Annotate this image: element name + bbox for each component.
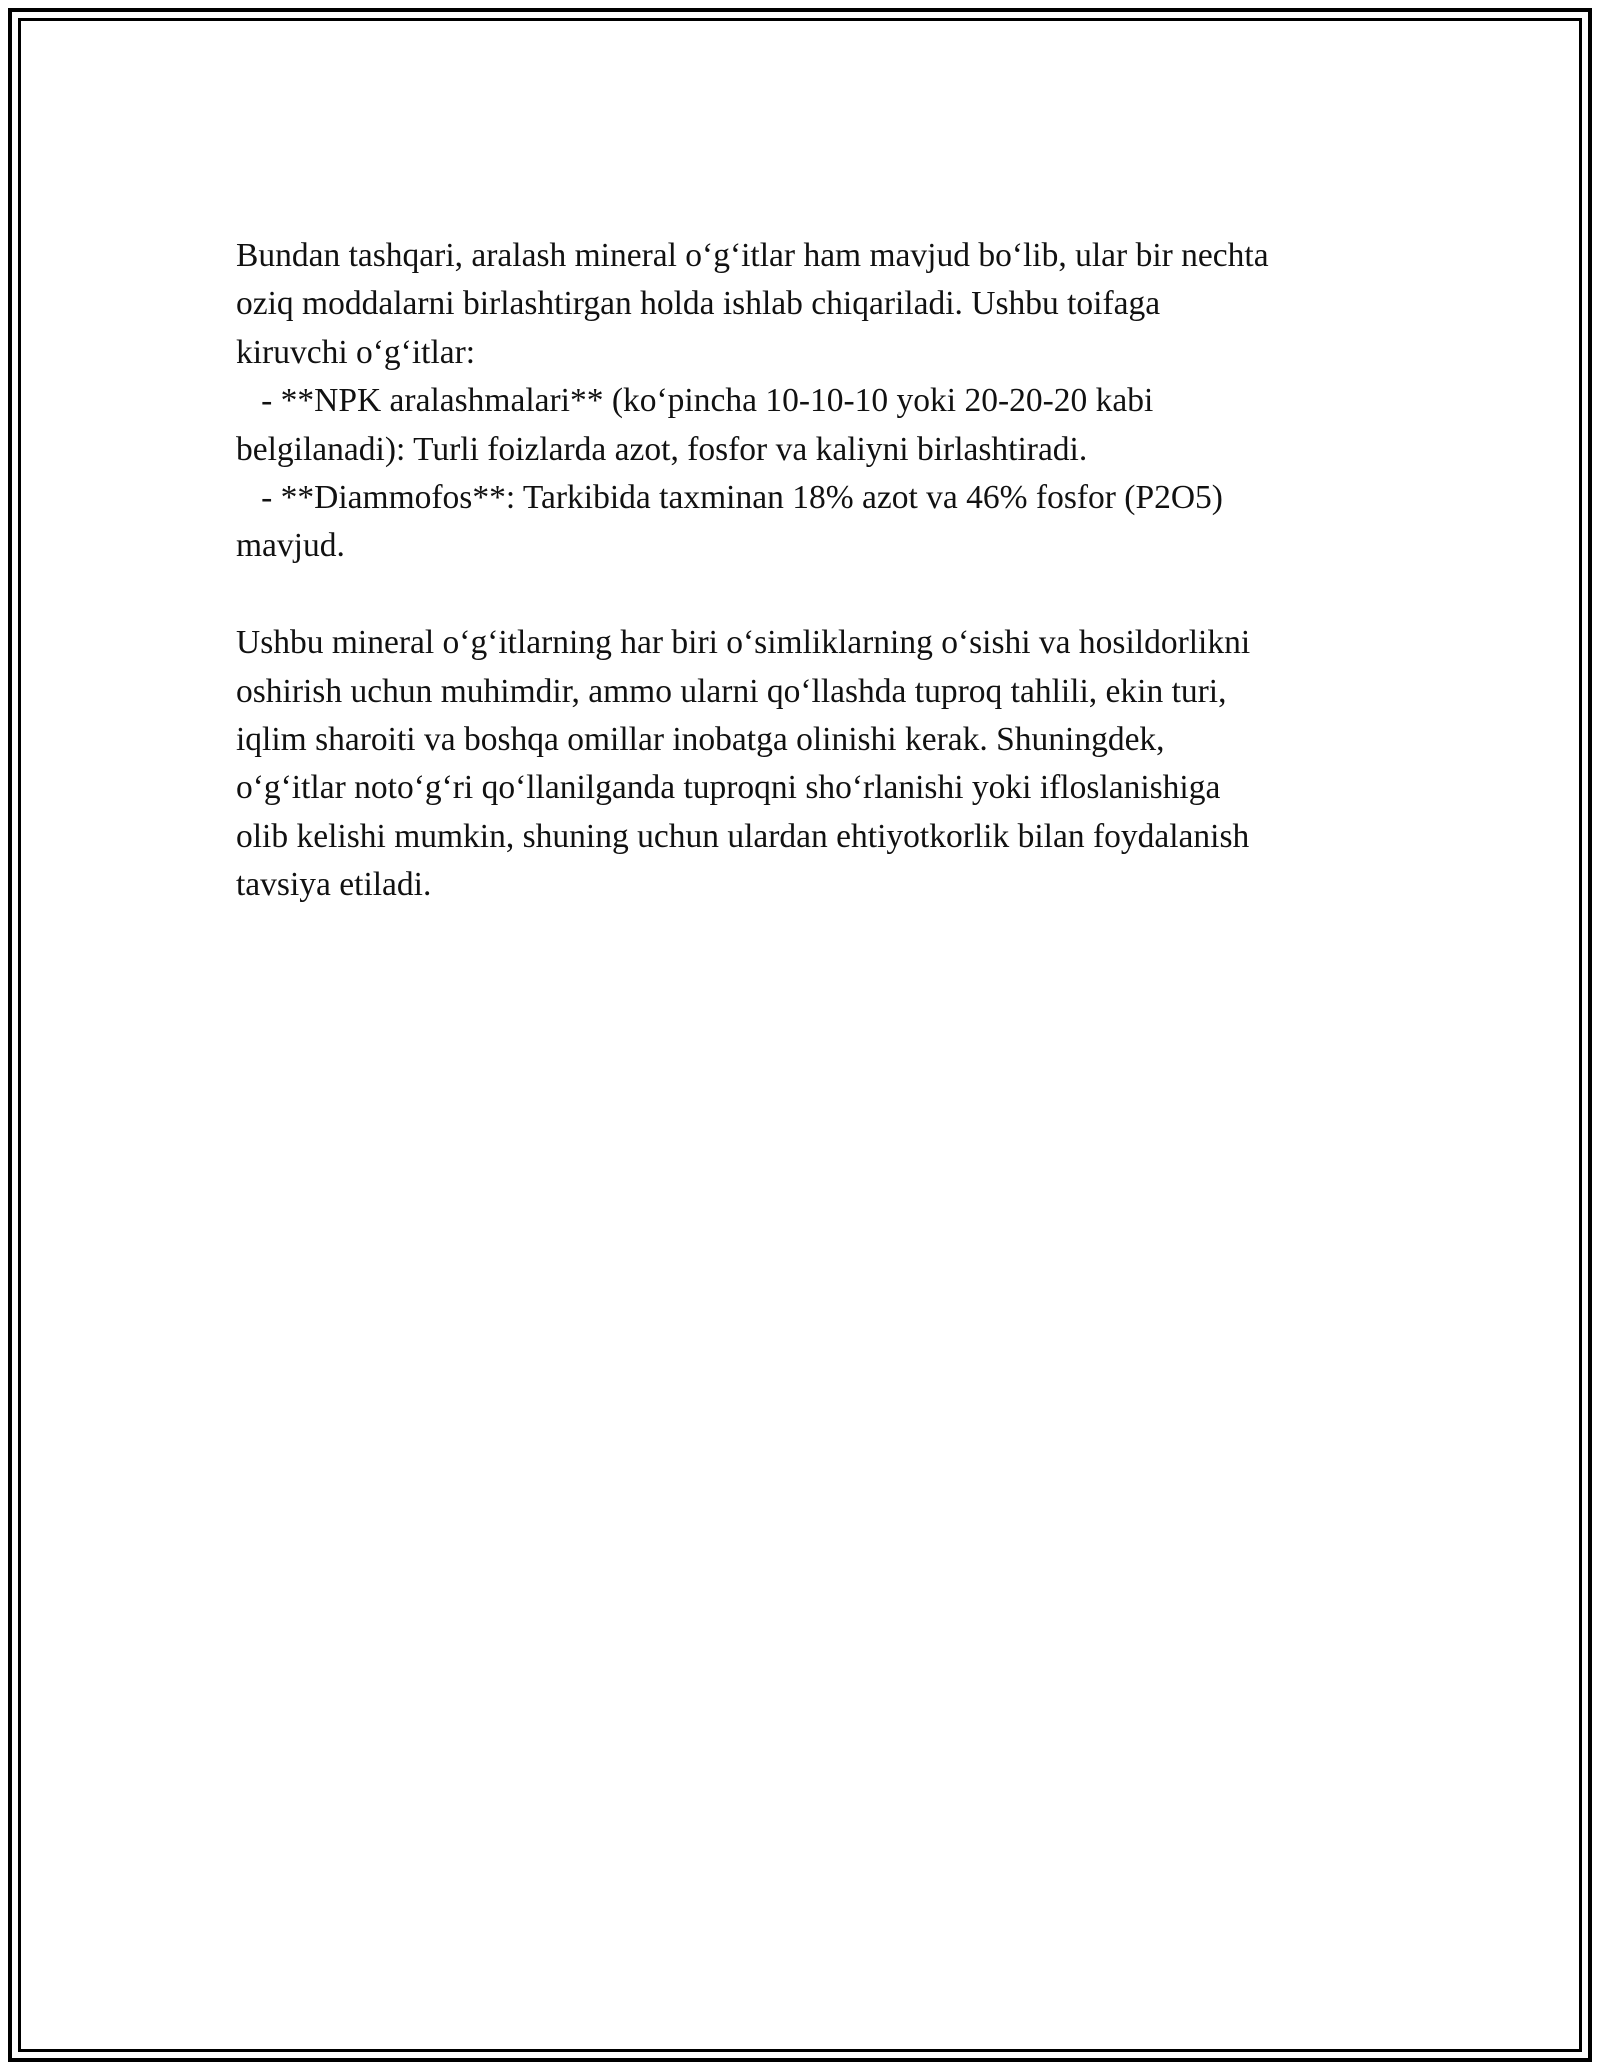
text-line: kiruvchi o‘g‘itlar: [236, 333, 476, 371]
text-line: oshirish uchun muhimdir, ammo ularni qo‘llashda tuproq tahlili, ekin turi, [236, 672, 1227, 710]
paragraph-spacer [236, 571, 1396, 619]
text-line: mavjud. [236, 527, 345, 565]
text-line: iqlim sharoiti va boshqa omillar inobatga olinishi kerak. Shuningdek, [236, 721, 1165, 759]
text-line: oziq moddalarni birlashtirgan holda ishlab chiqariladi. Ushbu toifaga [236, 285, 1161, 323]
text-line: belgilanadi): Turli foizlarda azot, fosfor va kaliyni birlashtiradi. [236, 430, 1088, 468]
paragraph-1 [236, 232, 1396, 571]
paragraph-2 [236, 619, 1396, 909]
text-line: Bundan tashqari, aralash mineral o‘g‘itlar ham mavjud bo‘lib, ular bir nechta [236, 237, 1269, 274]
document-body [236, 232, 1396, 910]
text-line: Ushbu mineral o‘g‘itlarning har biri o‘simliklarning o‘sishi va hosildorlikni [236, 624, 1251, 662]
list-item-npk: - **NPK aralashmalari** (ko‘pincha 10-10-10 yoki 20-20-20 kabi [236, 382, 1154, 420]
text-line: olib kelishi mumkin, shuning uchun ulardan ehtiyotkorlik bilan foydalanish [236, 817, 1250, 855]
list-item-diammofos: - **Diammofos**: Tarkibida taxminan 18% azot va 46% fosfor (P2O5) [236, 479, 1223, 517]
text-line: tavsiya etiladi. [236, 866, 432, 904]
text-line: o‘g‘itlar noto‘g‘ri qo‘llanilganda tuproqni sho‘rlanishi yoki ifloslanishiga [236, 769, 1221, 807]
